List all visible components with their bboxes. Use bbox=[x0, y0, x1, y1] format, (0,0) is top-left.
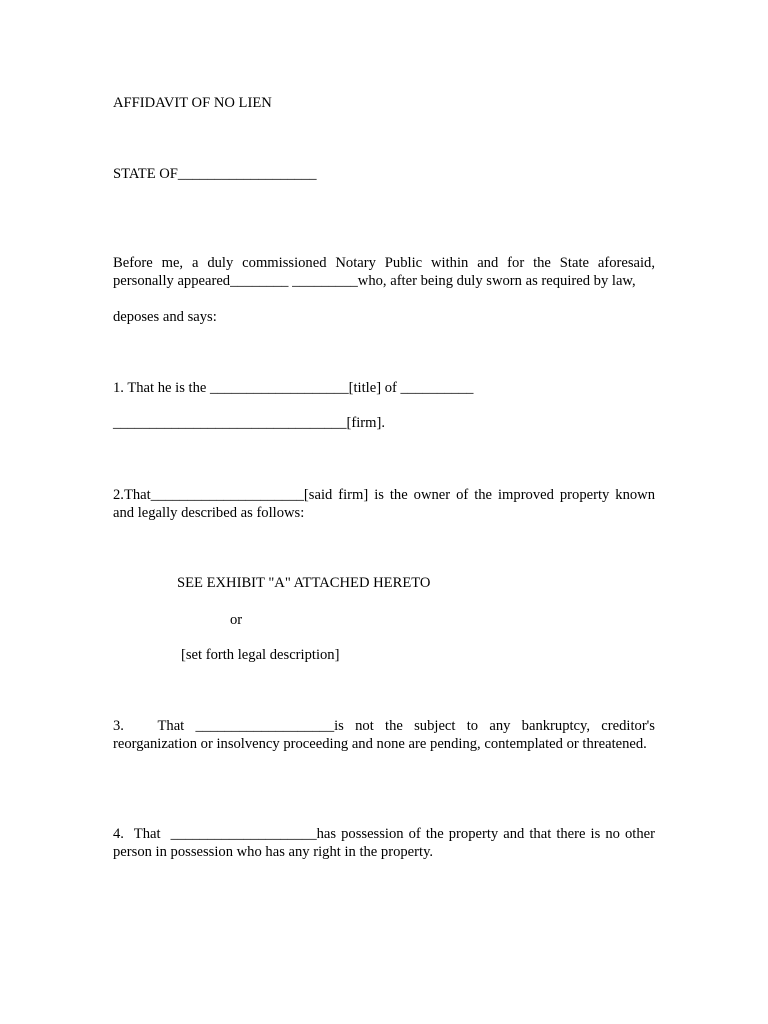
legal-description-line: [set forth legal description] bbox=[181, 647, 340, 663]
item-3-paragraph: 3. That ___________________is not the subject to any bankruptcy, creditor's reorganization or insolvency proceeding and none are pending, contemplated or threatened. bbox=[113, 718, 659, 752]
intro-paragraph: Before me, a duly commissioned Notary Public within and for the State aforesaid, personally appeared________ _________who, after being duly sworn as required by law, bbox=[113, 255, 655, 289]
item-4-paragraph: 4. That ____________________has possession of the property and that there is no other person in possession who has any right in the property. bbox=[113, 826, 659, 860]
deposes-line: deposes and says: bbox=[113, 309, 217, 325]
or-line: or bbox=[230, 612, 243, 628]
item-2-paragraph: 2.That_____________________[said firm] is the owner of the improved property known and legally described as follows: bbox=[113, 487, 655, 521]
exhibit-line: SEE EXHIBIT "A" ATTACHED HERETO bbox=[177, 575, 431, 591]
item-1-line-2: ________________________________[firm]. bbox=[113, 415, 385, 431]
state-line: STATE OF___________________ bbox=[113, 166, 317, 182]
item-1-line-1: 1. That he is the ___________________[title] of __________ bbox=[113, 380, 474, 396]
document-title: AFFIDAVIT OF NO LIEN bbox=[113, 95, 272, 111]
